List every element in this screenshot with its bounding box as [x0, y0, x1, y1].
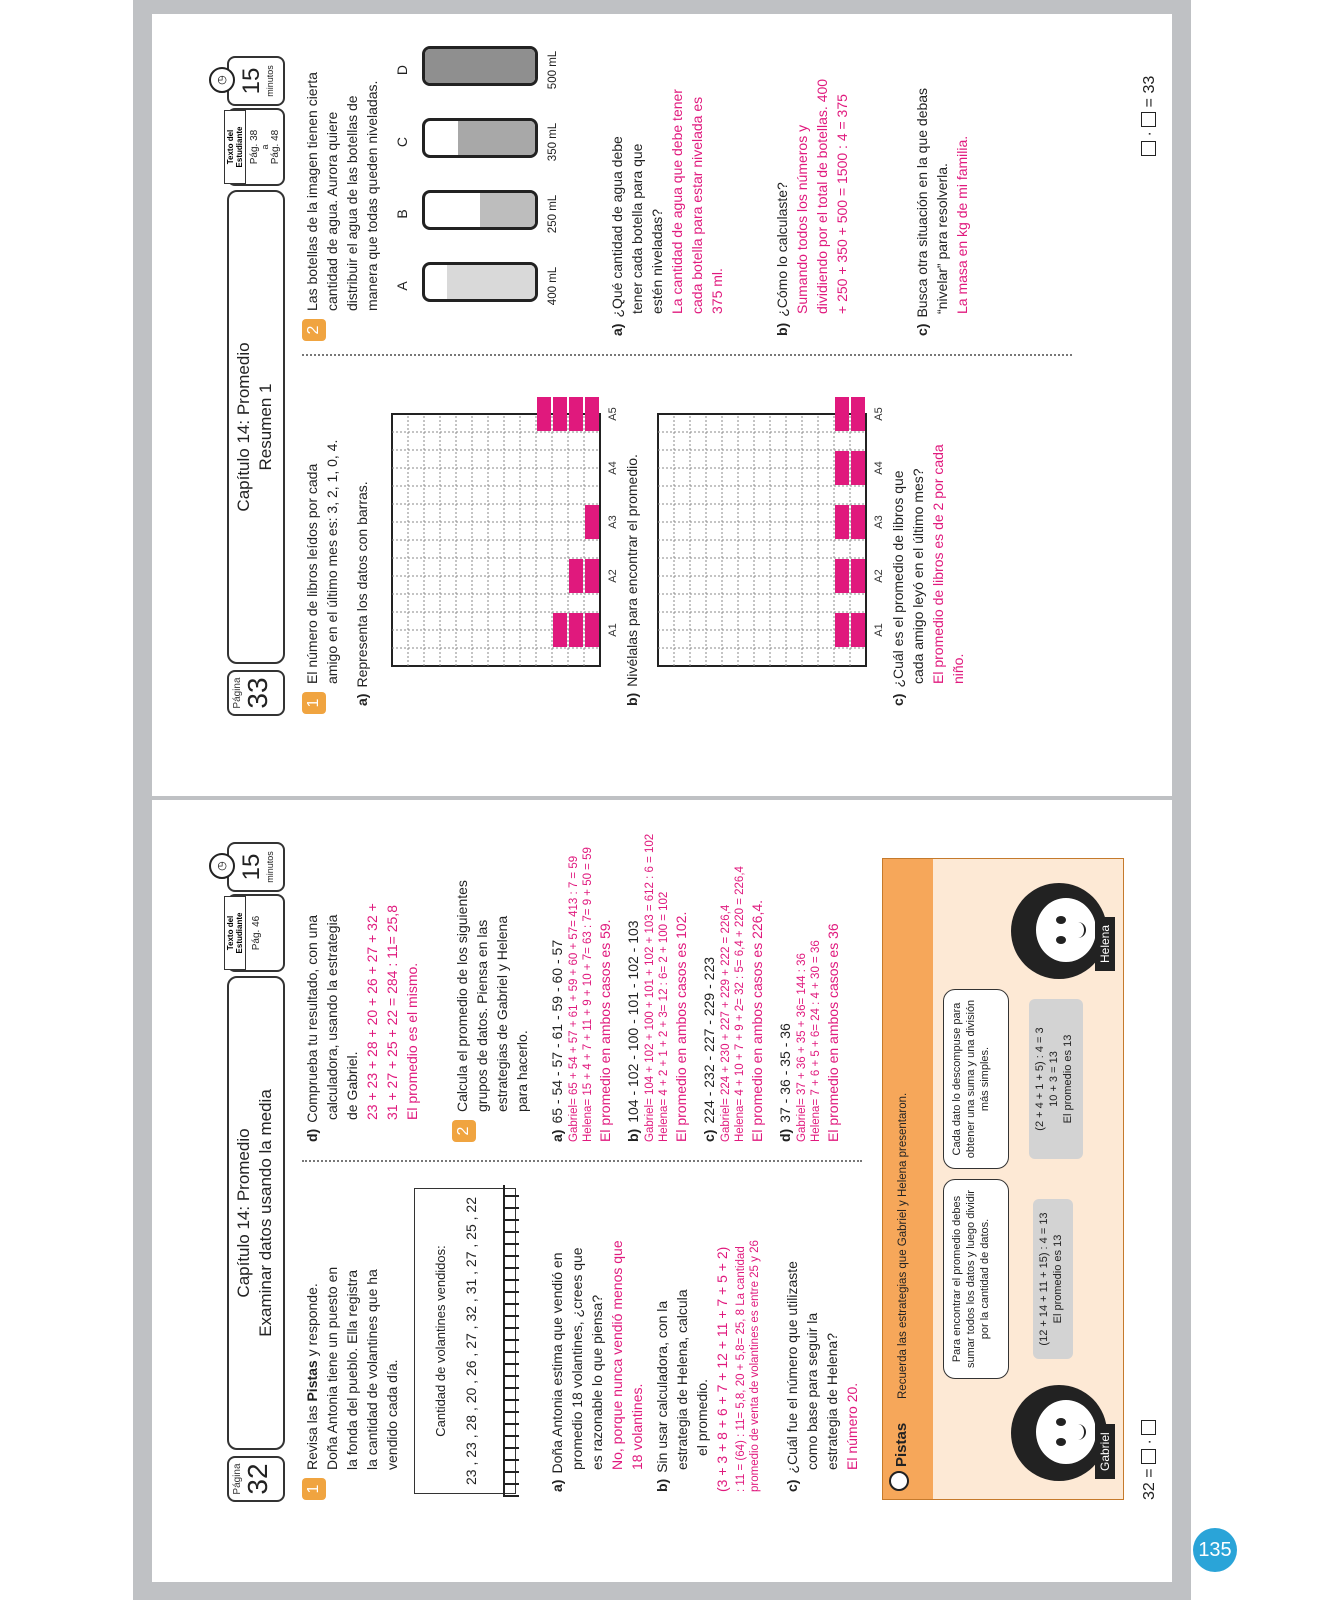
answer-2b: Sumando todos los números y	[794, 124, 810, 314]
gabriel-speech-bubble: Para encontrar el promedio debes sumar todos los datos y luego dividir por la cantidad de datos.	[943, 1179, 1009, 1379]
tick-label-a1: A1	[607, 623, 619, 637]
item-2d: d)37 - 36 - 35 - 36 Gabriel= 37 + 36 + 35 + 36= 144 : 36 Helena= 7 + 6 + 5 + 6= 24 : 4 + 30 = 36 El promedio en ambos casos es 36	[777, 923, 841, 1142]
bar-a1-cell	[553, 613, 567, 647]
gabriel-name: Gabriel	[1095, 1424, 1115, 1479]
tick-label-a1: A1	[873, 623, 885, 637]
bottle-volume: 350 mL	[547, 122, 559, 162]
answer-2c: La masa en kg de mi familia.	[954, 135, 970, 314]
books-bar-chart	[382, 396, 622, 676]
bottle-letter: C	[394, 136, 410, 148]
bar-a1-cell	[585, 613, 599, 647]
tick-label-a5: A5	[873, 407, 885, 421]
page-number: 32	[242, 1463, 273, 1495]
exercise-number: 2	[302, 319, 326, 341]
minutes-value: 15	[238, 67, 265, 95]
bottle-volume: 500 mL	[547, 50, 559, 90]
student-text-ref: Texto del Estudiante Pág. 38 a Pág. 48	[227, 108, 285, 186]
blank-square	[1141, 141, 1156, 156]
question-2b: b)¿Cómo lo calculaste? Sumando todos los números y dividiendo por el total de botellas. 400 + 250 + 350 + 500 = 1500 : 4 = 375	[772, 16, 852, 336]
exercise-number: 2	[452, 1120, 476, 1142]
student-text-label: Texto del Estudiante	[224, 896, 246, 970]
book-page-number: 135	[1193, 1528, 1237, 1572]
page-label: Página	[232, 1463, 243, 1495]
bar-a2-cell	[569, 559, 583, 593]
bottle-volume: 400 mL	[547, 266, 559, 306]
answer-1d: 23 + 23 + 28 + 20 + 26 + 27 + 32 +	[364, 903, 380, 1120]
bar-a1-cell	[851, 613, 865, 647]
hints-box	[882, 858, 1124, 1500]
helena-avatar	[1011, 883, 1107, 979]
bar-a3-cell	[851, 505, 865, 539]
bar-a5-cell	[851, 397, 865, 431]
question-1a: a)Doña Antonia estima que vendió en promedio 18 volantines, ¿crees que es razonable lo que piensa? No, porque nunca vendió menos que 18 volantines.	[547, 1172, 647, 1492]
bar-a4-cell	[851, 451, 865, 485]
time-box	[216, 56, 285, 106]
bottles-figure	[392, 26, 582, 316]
item-2c: c)224 - 232 - 227 - 229 - 223 Gabriel= 224 + 230 + 227 + 229 + 222 = 226,4 Helena= 4 + 10 + 7 + 9 + 2= 32 : 5= 6,4 + 220 = 226,4 El promedio en ambos casos es 226,4.	[701, 866, 765, 1142]
bottle-letter: D	[394, 64, 410, 76]
page-number-box	[227, 1456, 285, 1502]
hints-title: Pistas	[889, 1423, 910, 1491]
bar-a2-cell	[585, 559, 599, 593]
page-title	[227, 190, 285, 664]
footer-equation: 32 = ·	[1140, 1420, 1160, 1500]
bar-a1-cell	[569, 613, 583, 647]
bottle-letter: A	[394, 281, 410, 291]
tick-label-a2: A2	[607, 569, 619, 583]
chapter-title: Capítulo 14: Promedio	[234, 342, 253, 512]
tick-label-a2: A2	[873, 569, 885, 583]
chapter-title: Capítulo 14: Promedio	[234, 1128, 253, 1298]
tick-label-a3: A3	[607, 515, 619, 529]
answer-1c: El número 20.	[844, 1382, 860, 1470]
minutes-label: minutos	[265, 851, 275, 883]
tick-label-a3: A3	[873, 515, 885, 529]
magnifier-icon	[889, 1471, 909, 1491]
answer-1c: El promedio de libros es de 2 por cada	[930, 444, 946, 684]
helena-calculation: (2 + 4 + 1 + 5) : 4 = 3 10 + 3 = 13 El promedio es 13	[1029, 999, 1083, 1159]
gabriel-calculation: (12 + 14 + 11 + 15) : 4 = 13 El promedio es 13	[1033, 1199, 1073, 1359]
exercise-1-text: El número de libros leídos por cada amigo en el último mes es: 3, 2, 1, 0, 4.	[304, 439, 340, 684]
bar-a3-cell	[585, 505, 599, 539]
rotated-spread	[152, 14, 1172, 1582]
page-33	[152, 14, 1172, 796]
page-title	[227, 976, 285, 1450]
question-2a: a)¿Qué cantidad de agua debe tener cada botella para que estén niveladas? La cantidad de agua que debe tener cada botella para estar nivelada es 375 ml.	[607, 16, 727, 336]
bar-a2-cell	[835, 559, 849, 593]
item-2b: b)104 - 102 - 100 - 101 - 102 - 103 Gabriel= 104 + 102 + 100 + 101 + 102 + 103 = 612 : 6 = 102 Helena= 4 + 2 + 1 + 2 + 3= 12 : 6= 2 + 100 = 102 El promedio en ambos casos es 102.	[625, 833, 689, 1142]
student-text-label: Texto del Estudiante	[224, 110, 246, 184]
bar-a5-cell	[537, 397, 551, 431]
blank-square	[1141, 1420, 1156, 1435]
bar-a5-cell	[585, 397, 599, 431]
page-number: 33	[242, 677, 273, 709]
bottle-shape	[422, 190, 538, 230]
notebook-values: 23 , 23 , 28 , 20 , 26 , 27 , 32 , 31 , 27 , 25 , 22	[463, 1197, 479, 1485]
exercise-1-text: Revisa las Pistas y responde. Doña Antonia tiene un puesto en la fonda del pueblo. Ella registra la cantidad de volantines que ha vendido cada día.	[304, 1266, 400, 1470]
page-number-box	[227, 670, 285, 716]
bottle-letter: B	[394, 209, 410, 219]
exercise-2-text: Calcula el promedio de los siguientes grupos de datos. Piensa en las estrategias de Gabriel y Helena para hacerlo.	[454, 880, 530, 1112]
question-1c: c)¿Cuál fue el número que utilizaste como base para seguir la estrategia de Helena? El número 20.	[782, 1172, 862, 1492]
bar-a3-cell	[835, 505, 849, 539]
column-divider	[302, 1160, 862, 1162]
answer-1b: (3 + 3 + 8 + 6 + 7 + 12 + 11 + 7 + 5 + 2)	[714, 1246, 730, 1492]
bar-a5-cell	[569, 397, 583, 431]
minutes-value: 15	[238, 853, 265, 881]
tick-label-a4: A4	[873, 461, 885, 475]
bottle-shape	[422, 262, 538, 302]
helena-speech-bubble: Cada dato lo descompuse para obtener una suma y una división más simples.	[943, 989, 1009, 1169]
data-notebook	[414, 1188, 516, 1494]
question-1b: b)Nivélalas para encontrar el promedio.	[624, 454, 640, 706]
pistas-ref: Pistas	[304, 1360, 320, 1402]
answer-2a: La cantidad de agua que debe tener	[669, 89, 685, 314]
page-label: Página	[232, 677, 243, 709]
tick-label-a5: A5	[607, 407, 619, 421]
notebook-title: Cantidad de volantines vendidos:	[433, 1245, 448, 1437]
column-divider	[302, 354, 1072, 356]
tick-label-a4: A4	[607, 461, 619, 475]
hints-intro: Recuerda las estrategias que Gabriel y Helena presentaron.	[897, 1092, 909, 1399]
bottle-shape	[422, 118, 538, 158]
page-32	[152, 800, 1172, 1582]
bar-a2-cell	[851, 559, 865, 593]
student-text-pages: Pág. 46	[251, 915, 262, 951]
bar-a1-cell	[835, 613, 849, 647]
question-1c: c)¿Cuál es el promedio de libros que cada amigo leyó en el último mes? El promedio de libros es de 2 por cada niño.	[888, 366, 968, 706]
question-2c: c)Busca otra situación en la que debas “nivelar” para resolverla. La masa en kg de mi familia.	[912, 16, 972, 336]
answer-1a: No, porque nunca vendió menos que	[609, 1240, 625, 1470]
question-1d: d)Comprueba tu resultado, con una calculadora, usando la estrategia de Gabriel. 23 + 23 + 28 + 20 + 26 + 27 + 32 + 31 + 27 + 25 + 22 = 284 : 11= 25,8 El promedio es el mismo.	[302, 812, 422, 1142]
section-subtitle: Resumen 1	[256, 383, 275, 471]
exercise-number: 1	[302, 1478, 326, 1500]
question-1b: b)Sin usar calculadora, con la estrategia de Helena, calcula el promedio. (3 + 3 + 8 + 6 + 7 + 12 + 11 + 7 + 5 + 2) : 11 = (64) : 11= 5,8, 20 + 5,8= 25, 8 La cantidad promedio de venta de volantines es entre 25 y 26	[652, 1162, 762, 1492]
footer-equation: · = 33	[1140, 76, 1160, 156]
gabriel-avatar	[1011, 1385, 1107, 1481]
bar-a4-cell	[835, 451, 849, 485]
item-2a: a)65 - 54 - 57 - 61 - 59 - 60 - 57 Gabriel= 65 + 54 + 57 + 61 + 59 + 60 + 57= 413 : 7 = 59 Helena= 15 + 4 + 7 + 11 + 9 + 10 + 7= 63 : 7= 9 + 50 = 59 El promedio en ambos casos es 59.	[549, 847, 613, 1142]
student-text-ref	[227, 894, 285, 972]
bottle-volume: 250 mL	[547, 194, 559, 234]
blank-square	[1141, 112, 1156, 127]
blank-square	[1141, 1449, 1156, 1464]
leveled-bar-chart	[648, 396, 888, 676]
bar-a5-cell	[553, 397, 567, 431]
section-subtitle: Examinar datos usando la media	[256, 1089, 275, 1337]
exercise-number: 1	[302, 692, 326, 714]
helena-name: Helena	[1095, 917, 1115, 971]
time-box	[216, 842, 285, 892]
clock-icon: ◷	[209, 67, 235, 93]
bar-a5-cell	[835, 397, 849, 431]
spiral-binding	[503, 1185, 519, 1497]
exercise-2-items	[547, 802, 843, 1142]
minutes-label: minutos	[265, 65, 275, 97]
exercise-2-text: Las botellas de la imagen tienen cierta cantidad de agua. Aurora quiere distribuir el agua de las botellas de manera que todas queden niveladas.	[304, 72, 380, 311]
question-1a: a)Representa los datos con barras.	[354, 481, 370, 706]
clock-icon: ◷	[209, 853, 235, 879]
bottle-shape	[422, 46, 538, 86]
